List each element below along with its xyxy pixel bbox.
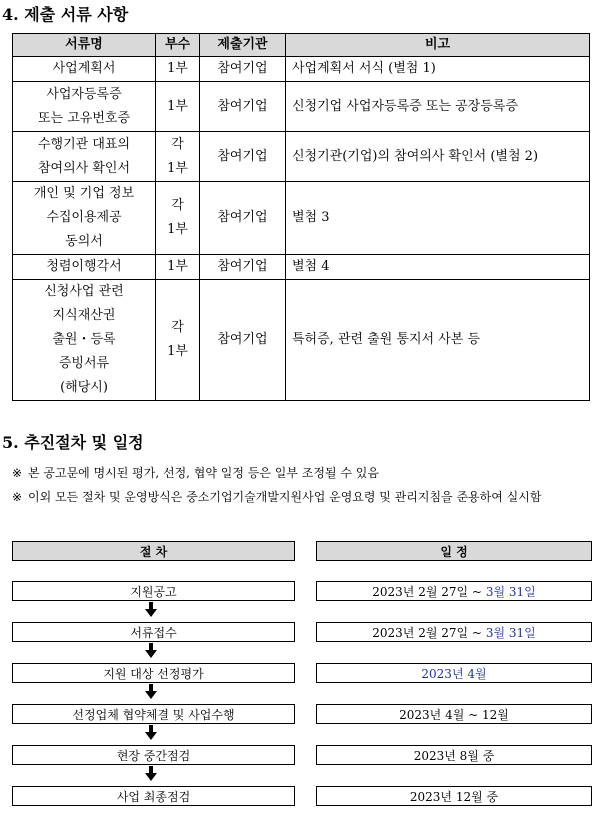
copies-cell (156, 182, 200, 255)
copies-cell-line: 1부 (167, 98, 188, 114)
procedure-step-box: 지원 대상 선정평가 (12, 663, 295, 683)
doc-name-cell-line: 지식재산권 (52, 308, 116, 323)
table-row (13, 132, 590, 182)
copies-cell-line: 각 (171, 136, 184, 152)
down-arrow-icon (145, 725, 157, 741)
schedule-date-text: 2023년 12월 중 (409, 790, 499, 804)
org-cell: 참여기업 (200, 280, 286, 401)
doc-name-cell-line: 수행기관 대표의 (37, 136, 131, 152)
note-cell: 특허증, 관련 출원 통지서 사본 등 (286, 280, 590, 401)
down-arrow-icon (145, 684, 157, 700)
doc-name-cell (13, 255, 156, 280)
note-text: 본 공고문에 명시된 평가, 선정, 협약 일정 등은 일부 조정될 수 있음 (28, 466, 379, 480)
copies-cell (156, 255, 200, 280)
schedule-date-text: 2023년 4월 ~ 12월 (399, 708, 509, 722)
note-cell: 사업계획서 서식 (별첨 1) (286, 57, 590, 82)
note-cell: 별첨 4 (286, 255, 590, 280)
table-row (13, 182, 590, 255)
note-item (12, 485, 594, 509)
doc-name-cell-line: 수집이용제공 (46, 210, 122, 225)
schedule-date-box (316, 622, 592, 642)
procedure-step-box: 지원공고 (12, 581, 295, 601)
schedule-notes (12, 461, 594, 509)
note-cell: 별첨 3 (286, 182, 590, 255)
table-row (13, 57, 590, 82)
header-doc-name: 서류명 (13, 34, 156, 57)
copies-cell-line: 1부 (167, 160, 188, 176)
copies-cell-line: 1부 (167, 344, 188, 359)
header-copies: 부수 (156, 34, 200, 57)
table-header-row (13, 34, 590, 57)
procedure-header: 절 차 (12, 541, 295, 561)
schedule-date-box (316, 745, 592, 765)
copies-cell-line: 각 (171, 320, 184, 335)
note-mark: ※ (12, 466, 23, 480)
procedure-step-box: 사업 최종점검 (12, 786, 295, 806)
note-cell: 신청기업 사업자등록증 또는 공장등록증 (286, 82, 590, 132)
table-row (13, 255, 590, 280)
copies-cell-line: 1부 (167, 61, 188, 76)
copies-cell (156, 280, 200, 401)
schedule-date-text: 2023년 8월 중 (413, 749, 495, 763)
schedule-date-highlight: 2023년 4월 (421, 667, 487, 681)
doc-name-cell-line: 증빙서류 (58, 356, 110, 371)
doc-name-cell-line: 또는 고유번호증 (37, 110, 131, 126)
schedule-date-box (316, 786, 592, 806)
doc-name-cell (13, 82, 156, 132)
schedule-date-box (316, 704, 592, 724)
schedule-date-box (316, 581, 592, 601)
doc-name-cell-line: 신청사업 관련 (44, 284, 124, 299)
doc-name-cell-line: 사업계획서 (52, 61, 116, 76)
copies-cell (156, 82, 200, 132)
table-row (13, 280, 590, 401)
schedule-date-text: 2023년 2월 27일 ~ (372, 585, 486, 599)
doc-name-cell-line: 동의서 (65, 234, 103, 249)
copies-cell (156, 132, 200, 182)
schedule-date-box (316, 663, 592, 683)
org-cell: 참여기업 (200, 57, 286, 82)
doc-name-cell-line: 참여의사 확인서 (37, 160, 131, 176)
doc-name-cell-line: 개인 및 기업 정보 (33, 186, 135, 201)
copies-cell-line: 각 (171, 198, 184, 213)
down-arrow-icon (145, 643, 157, 659)
procedure-step-box: 선정업체 협약체결 및 사업수행 (12, 704, 295, 724)
doc-name-cell-line: (해당시) (60, 380, 108, 395)
doc-name-cell (13, 182, 156, 255)
note-cell: 신청기관(기업)의 참여의사 확인서 (별첨 2) (286, 132, 590, 182)
doc-name-cell (13, 280, 156, 401)
section-5-title: 5. 추진절차 및 일정 (2, 433, 144, 452)
copies-cell-line: 1부 (167, 259, 188, 274)
doc-name-cell (13, 132, 156, 182)
org-cell: 참여기업 (200, 82, 286, 132)
doc-name-cell-line: 출원・등록 (52, 332, 116, 347)
procedure-step-box: 현장 중간점검 (12, 745, 295, 765)
copies-cell-line: 1부 (167, 222, 188, 237)
schedule-date-highlight: 3월 31일 (485, 585, 536, 599)
org-cell: 참여기업 (200, 255, 286, 280)
table-row (13, 82, 590, 132)
note-mark: ※ (12, 490, 23, 504)
section-4-title: 4. 제출 서류 사항 (2, 5, 129, 24)
schedule-date-highlight: 3월 31일 (485, 626, 536, 640)
schedule-date-text: 2023년 2월 27일 ~ (372, 626, 486, 640)
header-org: 제출기관 (200, 34, 286, 57)
header-note: 비고 (286, 34, 590, 57)
copies-cell (156, 57, 200, 82)
note-text: 이외 모든 절차 및 운영방식은 중소기업기술개발지원사업 운영요령 및 관리지침을 준용하여 실시함 (28, 490, 542, 504)
documents-table (12, 33, 590, 401)
down-arrow-icon (145, 766, 157, 782)
down-arrow-icon (145, 602, 157, 618)
note-item (12, 461, 594, 485)
org-cell: 참여기업 (200, 132, 286, 182)
org-cell: 참여기업 (200, 182, 286, 255)
schedule-header: 일 정 (316, 541, 592, 561)
doc-name-cell-line: 청렴이행각서 (46, 259, 122, 274)
procedure-step-box: 서류접수 (12, 622, 295, 642)
doc-name-cell (13, 57, 156, 82)
doc-name-cell-line: 사업자등록증 (46, 86, 122, 102)
